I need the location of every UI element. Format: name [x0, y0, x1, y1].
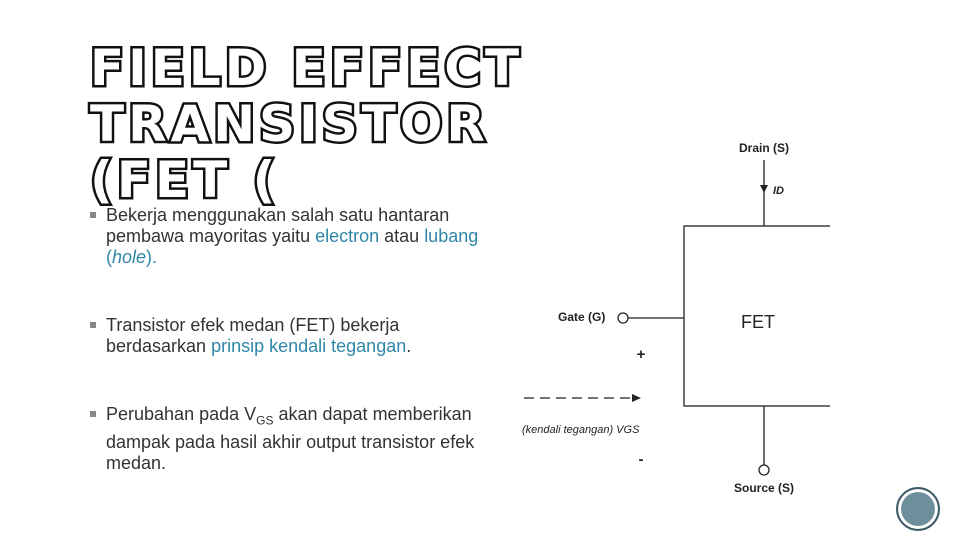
- control-label: (kendali tegangan) VGS: [522, 424, 640, 436]
- bullet-principle: [88, 315, 488, 357]
- title-line-2: (FET (: [90, 151, 280, 209]
- id-label: ID: [773, 185, 784, 197]
- slide-nav-badge[interactable]: [896, 487, 940, 531]
- gate-label: Gate (G): [558, 310, 606, 324]
- drain-label: Drain (S): [738, 141, 790, 155]
- plus-sign: +: [636, 346, 646, 363]
- term-hole: hole: [112, 247, 147, 267]
- term-voltage-control: prinsip kendali tegangan: [211, 336, 407, 356]
- vgs-subscript: GS: [256, 413, 274, 428]
- minus-sign: -: [638, 451, 644, 468]
- bullet-list: [88, 205, 488, 474]
- bullet-text: Bekerja menggunakan salah satu hantaran pembawa mayoritas yaitu: [106, 205, 450, 246]
- source-terminal-icon: [759, 465, 769, 475]
- title-line-1: FIELD EFFECT TRANSISTOR: [90, 39, 524, 153]
- bullet-vgs: [88, 404, 488, 474]
- bullet-text: ).: [146, 247, 158, 267]
- bullet-text: akan dapat memberikan dampak pada hasil akhir output transistor efek medan.: [106, 404, 475, 473]
- fet-diagram: [510, 130, 830, 500]
- bullet-text: (: [106, 247, 112, 267]
- term-lubang: lubang: [424, 226, 479, 246]
- bullet-text: .: [406, 336, 412, 356]
- gate-terminal-icon: [618, 313, 628, 323]
- bullet-carrier: [88, 205, 488, 268]
- bullet-text: Transistor efek medan (FET) bekerja berdasarkan: [106, 315, 400, 356]
- current-arrow-icon: [760, 185, 768, 193]
- bullet-text: atau: [379, 226, 425, 246]
- vgs-arrow-icon: [632, 394, 641, 402]
- source-label: Source (S): [733, 481, 795, 495]
- bullet-text: Perubahan pada V: [106, 404, 257, 424]
- term-electron: electron: [315, 226, 380, 246]
- fet-label: FET: [741, 312, 775, 332]
